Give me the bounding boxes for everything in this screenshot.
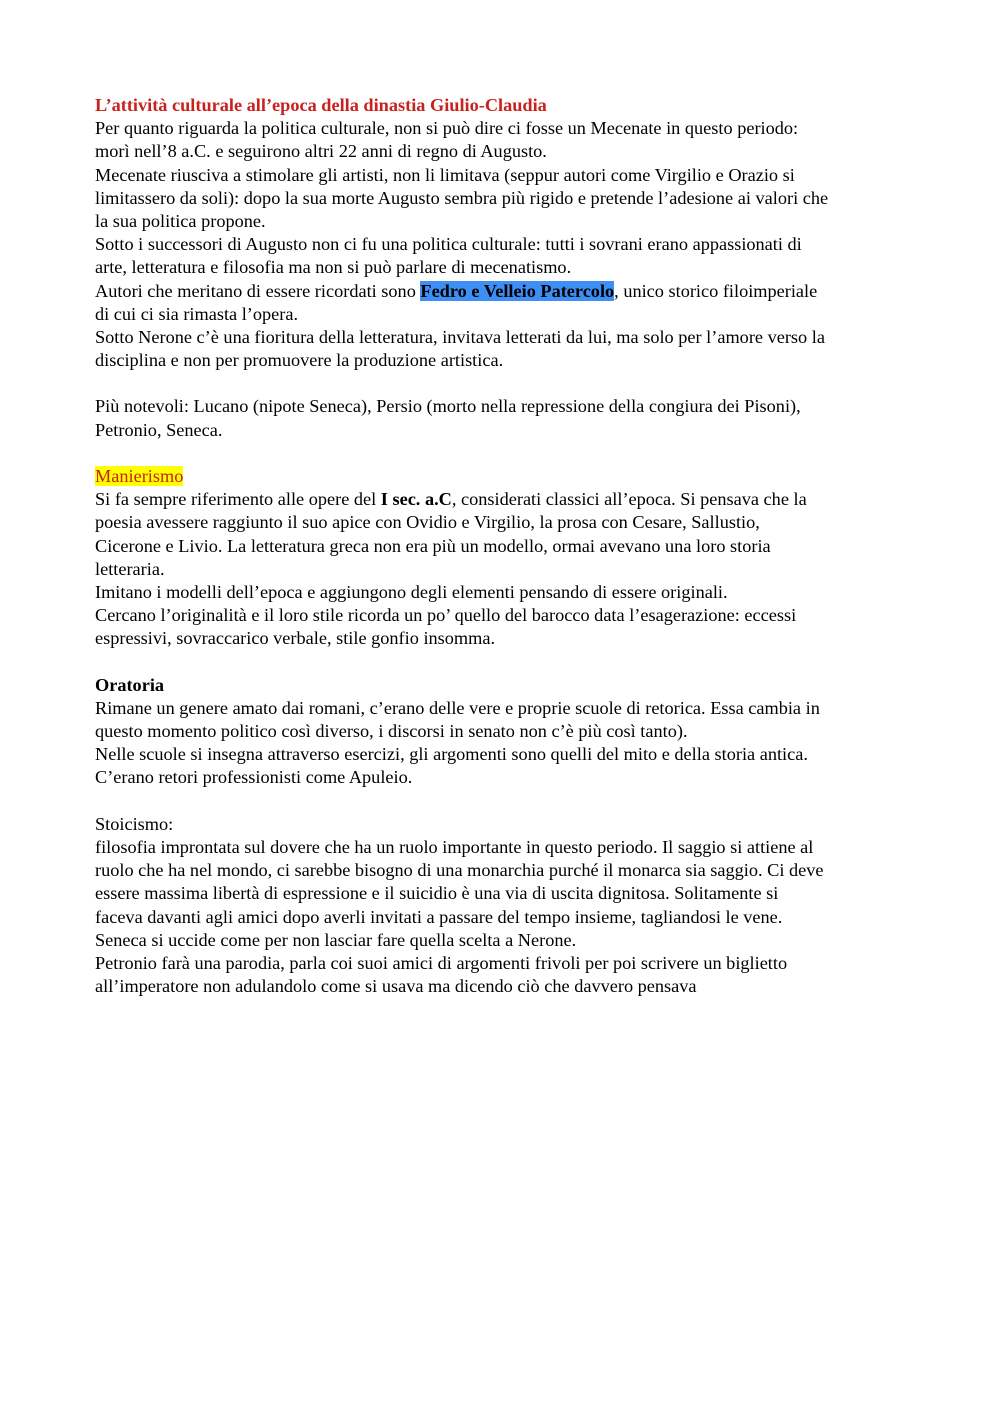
paragraph-line: la sua politica propone. xyxy=(95,210,266,231)
text-run: , considerati classici all’epoca. Si pensava che la xyxy=(451,489,807,510)
paragraph-line: di cui ci sia rimasta l’opera. xyxy=(95,303,299,324)
paragraph-line: Per quanto riguarda la politica culturale, non si può dire ci fosse un Mecenate in questo periodo: xyxy=(95,118,799,139)
paragraph-line: Nelle scuole si insegna attraverso esercizi, gli argomenti sono quelli del mito e della storia antica. xyxy=(95,744,808,765)
blank-line xyxy=(95,442,915,465)
bold-text-run: I sec. a.C xyxy=(380,489,452,510)
document-page xyxy=(95,94,915,998)
paragraph-line: morì nell’8 a.C. e seguirono altri 22 anni di regno di Augusto. xyxy=(95,141,547,162)
paragraph-line: Sotto i successori di Augusto non ci fu una politica culturale: tutti i sovrani erano appassionati di xyxy=(95,234,802,255)
paragraph-line: Più notevoli: Lucano (nipote Seneca), Persio (morto nella repressione della congiura dei Pisoni), xyxy=(95,396,801,417)
paragraph-line: essere massima libertà di espressione e il suicidio è una via di uscita dignitosa. Solitamente si xyxy=(95,883,779,904)
paragraph-line: letteraria. xyxy=(95,558,165,579)
text-run: Autori che meritano di essere ricordati sono xyxy=(95,280,421,301)
selected-text-highlight[interactable]: Fedro e Velleio Patercolo xyxy=(420,280,615,301)
paragraph-line: limitassero da soli): dopo la sua morte Augusto sembra più rigido e pretende l’adesione ai valori che xyxy=(95,187,829,208)
paragraph-line: filosofia improntata sul dovere che ha un ruolo importante in questo periodo. Il saggio si attiene al xyxy=(95,837,814,857)
paragraph-line: all’imperatore non adulandolo come si usava ma dicendo ciò che davvero pensava xyxy=(95,976,697,997)
blank-line xyxy=(95,790,915,813)
paragraph-line: questo momento politico così diverso, i discorsi in senato non c’è più così tanto). xyxy=(95,721,688,742)
text-run: Si fa sempre riferimento alle opere del xyxy=(95,489,381,510)
paragraph-line: ruolo che ha nel mondo, ci sarebbe bisogno di una monarchia purché il monarca sia saggio. Ci deve xyxy=(95,860,824,881)
section-title-line xyxy=(95,465,915,488)
paragraph-line: Mecenate riusciva a stimolare gli artisti, non li limitava (seppur autori come Virgilio e Orazio si xyxy=(95,164,795,185)
paragraph-line: arte, letteratura e filosofia ma non si può parlare di mecenatismo. xyxy=(95,257,572,278)
paragraph-line xyxy=(95,488,915,511)
blank-line xyxy=(95,651,915,674)
section-title-stoicismo: Stoicismo: xyxy=(95,813,174,834)
paragraph-line: poesia avessere raggiunto il suo apice con Ovidio e Virgilio, la prosa con Cesare, Sallustio, xyxy=(95,512,760,533)
section-title-manierismo: Manierismo xyxy=(95,466,184,486)
paragraph-line xyxy=(95,280,915,303)
paragraph-line: faceva davanti agli amici dopo averli invitati a passare del tempo insieme, tagliandosi le vene. xyxy=(95,906,783,927)
paragraph-line: Sotto Nerone c’è una fioritura della letteratura, invitava letterati da lui, ma solo per l’amore verso la xyxy=(95,326,825,347)
paragraph-line: Cercano l’originalità e il loro stile ricorda un po’ quello del barocco data l’esagerazione: eccessi xyxy=(95,605,797,626)
section-title-culturale: L’attività culturale all’epoca della dinastia Giulio-Claudia xyxy=(95,95,547,115)
paragraph-line: Petronio farà una parodia, parla coi suoi amici di argomenti frivoli per poi scrivere un biglietto xyxy=(95,952,788,973)
text-run: , unico storico filoimperiale xyxy=(614,280,818,301)
paragraph-line: disciplina e non per promuovere la produzione artistica. xyxy=(95,350,504,371)
paragraph-line: C’erano retori professionisti come Apuleio. xyxy=(95,767,413,788)
paragraph-line: Cicerone e Livio. La letteratura greca non era più un modello, ormai avevano una loro storia xyxy=(95,535,771,556)
paragraph-line: Seneca si uccide come per non lasciar fare quella scelta a Nerone. xyxy=(95,929,577,950)
paragraph-line: Petronio, Seneca. xyxy=(95,419,223,440)
paragraph-line: Imitano i modelli dell’epoca e aggiungono degli elementi pensando di essere originali. xyxy=(95,581,728,602)
section-title-oratoria: Oratoria xyxy=(95,674,165,695)
paragraph-line: Rimane un genere amato dai romani, c’erano delle vere e proprie scuole di retorica. Essa cambia in xyxy=(95,697,820,718)
blank-line xyxy=(95,372,915,395)
paragraph-line: espressivi, sovraccarico verbale, stile gonfio insomma. xyxy=(95,628,496,649)
